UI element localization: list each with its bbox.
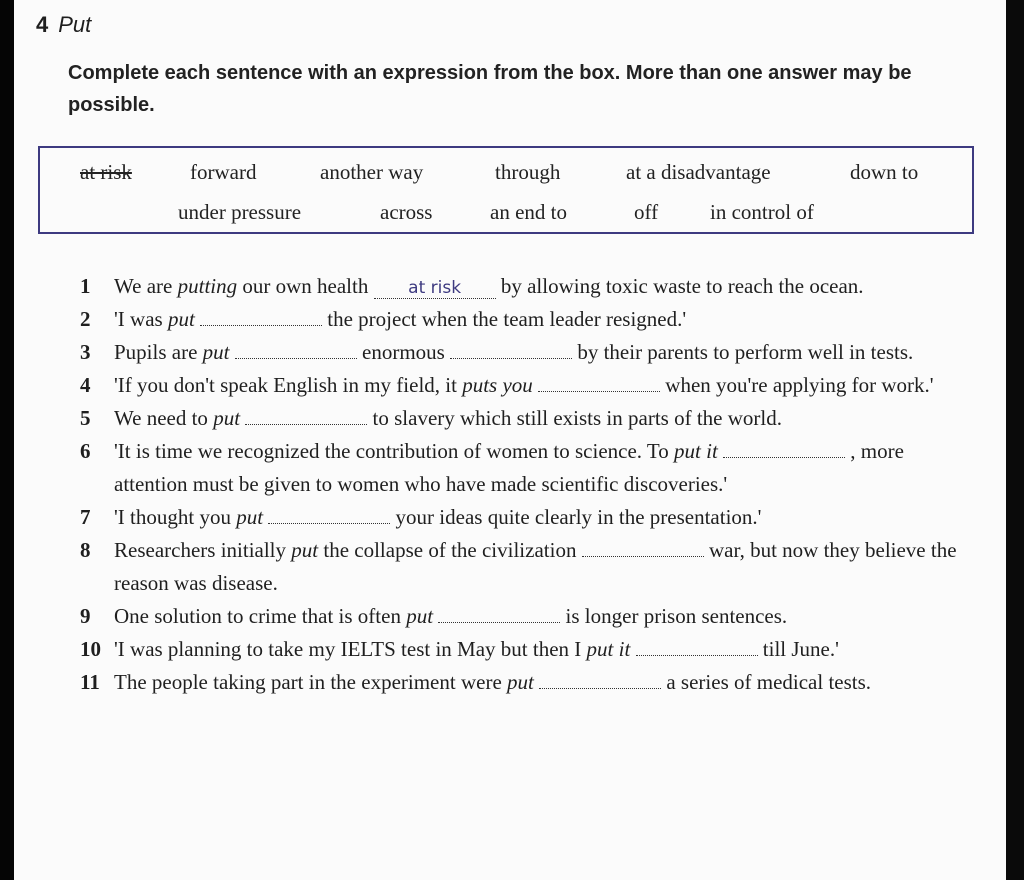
item-number: 3	[80, 340, 91, 364]
exercise-number: 4	[36, 12, 49, 37]
item-number: 8	[80, 538, 91, 562]
text-part: till June.'	[757, 637, 839, 661]
verb-part: put	[213, 406, 241, 430]
verb-part: put	[507, 670, 534, 694]
text-part: when you're applying for work.'	[660, 373, 934, 397]
item-text	[114, 369, 960, 402]
sentence-list	[80, 270, 960, 699]
item-number: 10	[80, 637, 101, 661]
item-text	[114, 666, 960, 699]
verb-part: put	[406, 604, 434, 628]
text-part: by allowing toxic waste to reach the ocean.	[495, 274, 864, 298]
item-number: 2	[80, 307, 91, 331]
box-word: at a disadvantage	[626, 160, 771, 184]
item-number: 1	[80, 274, 91, 298]
text-part: One solution to crime that is often	[114, 604, 407, 628]
text-part: the project when the team leader resigned.'	[322, 307, 687, 331]
box-word: another way	[320, 160, 424, 184]
answer-blank-filled[interactable]: at risk	[374, 278, 496, 299]
list-item	[80, 600, 960, 633]
item-text	[114, 600, 960, 633]
word-box	[38, 146, 974, 234]
answer-blank[interactable]	[245, 407, 367, 425]
answer-blank[interactable]	[235, 341, 357, 359]
text-part: is longer prison sentences.	[560, 604, 788, 628]
list-item	[80, 402, 960, 435]
list-item	[80, 435, 960, 501]
list-item	[80, 666, 960, 699]
box-word: across	[380, 200, 433, 224]
text-part: Pupils are	[114, 340, 203, 364]
answer-blank[interactable]	[450, 341, 572, 359]
item-text	[114, 270, 960, 303]
item-text	[114, 501, 960, 534]
list-item	[80, 336, 960, 369]
list-item	[80, 369, 960, 402]
item-text	[114, 435, 960, 501]
answer-blank[interactable]	[723, 440, 845, 458]
text-part: Researchers initially	[114, 538, 292, 562]
item-text	[114, 402, 960, 435]
verb-part: put	[202, 340, 230, 364]
verb-part: putting	[177, 274, 238, 298]
verb-part: puts you	[462, 373, 533, 397]
verb-part: put	[236, 505, 264, 529]
answer-blank[interactable]	[636, 638, 758, 656]
item-text	[114, 534, 960, 600]
box-word: at risk	[80, 160, 132, 184]
item-text	[114, 633, 960, 666]
item-text	[114, 336, 960, 369]
text-part: by their parents to perform well in tests.	[572, 340, 914, 364]
text-part: We are	[114, 274, 178, 298]
item-number: 11	[80, 670, 100, 694]
box-word: forward	[190, 160, 257, 184]
answer-blank[interactable]	[438, 605, 560, 623]
item-number: 7	[80, 505, 91, 529]
item-number: 9	[80, 604, 91, 628]
verb-part: put	[291, 538, 319, 562]
worksheet-page	[14, 0, 1006, 880]
exercise-heading	[36, 12, 91, 38]
box-word: under pressure	[178, 200, 302, 224]
text-part: 'I was planning to take my IELTS test in May but then I	[114, 637, 587, 661]
text-part: 'I thought you	[114, 505, 237, 529]
text-part: our own health	[237, 274, 374, 298]
answer-blank[interactable]	[200, 308, 322, 326]
verb-part: put it	[674, 439, 718, 463]
verb-part: put	[167, 307, 195, 331]
text-part: 'I was	[114, 307, 168, 331]
text-part: your ideas quite clearly in the presentation.'	[390, 505, 762, 529]
answer-blank[interactable]	[582, 539, 704, 557]
scan-edge-left	[0, 0, 14, 880]
list-item	[80, 303, 960, 336]
text-part: 'If you don't speak English in my field, it	[114, 373, 463, 397]
list-item	[80, 633, 960, 666]
box-word: off	[634, 200, 659, 224]
text-part: , more attention must be given to women who have made scientific discoveries.'	[114, 439, 904, 496]
text-part: to slavery which still exists in parts of the world.	[367, 406, 782, 430]
list-item	[80, 501, 960, 534]
item-text	[114, 303, 960, 336]
verb-part: put it	[586, 637, 631, 661]
list-item	[80, 270, 960, 303]
exercise-title: Put	[58, 12, 92, 37]
list-item	[80, 534, 960, 600]
scan-edge-right	[1006, 0, 1024, 880]
box-word: through	[495, 160, 561, 184]
text-part: enormous	[356, 340, 451, 364]
text-part: The people taking part in the experiment were	[114, 670, 508, 694]
box-word: in control of	[710, 200, 814, 224]
text-part: a series of medical tests.	[661, 670, 872, 694]
box-word: an end to	[490, 200, 567, 224]
item-number: 6	[80, 439, 91, 463]
text-part: war, but now they believe the reason was disease.	[114, 538, 957, 595]
answer-blank[interactable]	[268, 506, 390, 524]
item-number: 5	[80, 406, 91, 430]
answer-blank[interactable]	[538, 374, 660, 392]
text-part: We need to	[114, 406, 214, 430]
text-part: the collapse of the civilization	[318, 538, 582, 562]
text-part: 'It is time we recognized the contribution of women to science. To	[114, 439, 675, 463]
box-word: down to	[850, 160, 919, 184]
answer-blank[interactable]	[539, 671, 661, 689]
item-number: 4	[80, 373, 91, 397]
instructions: Complete each sentence with an expression from the box. More than one answer may be possible.	[68, 62, 912, 116]
